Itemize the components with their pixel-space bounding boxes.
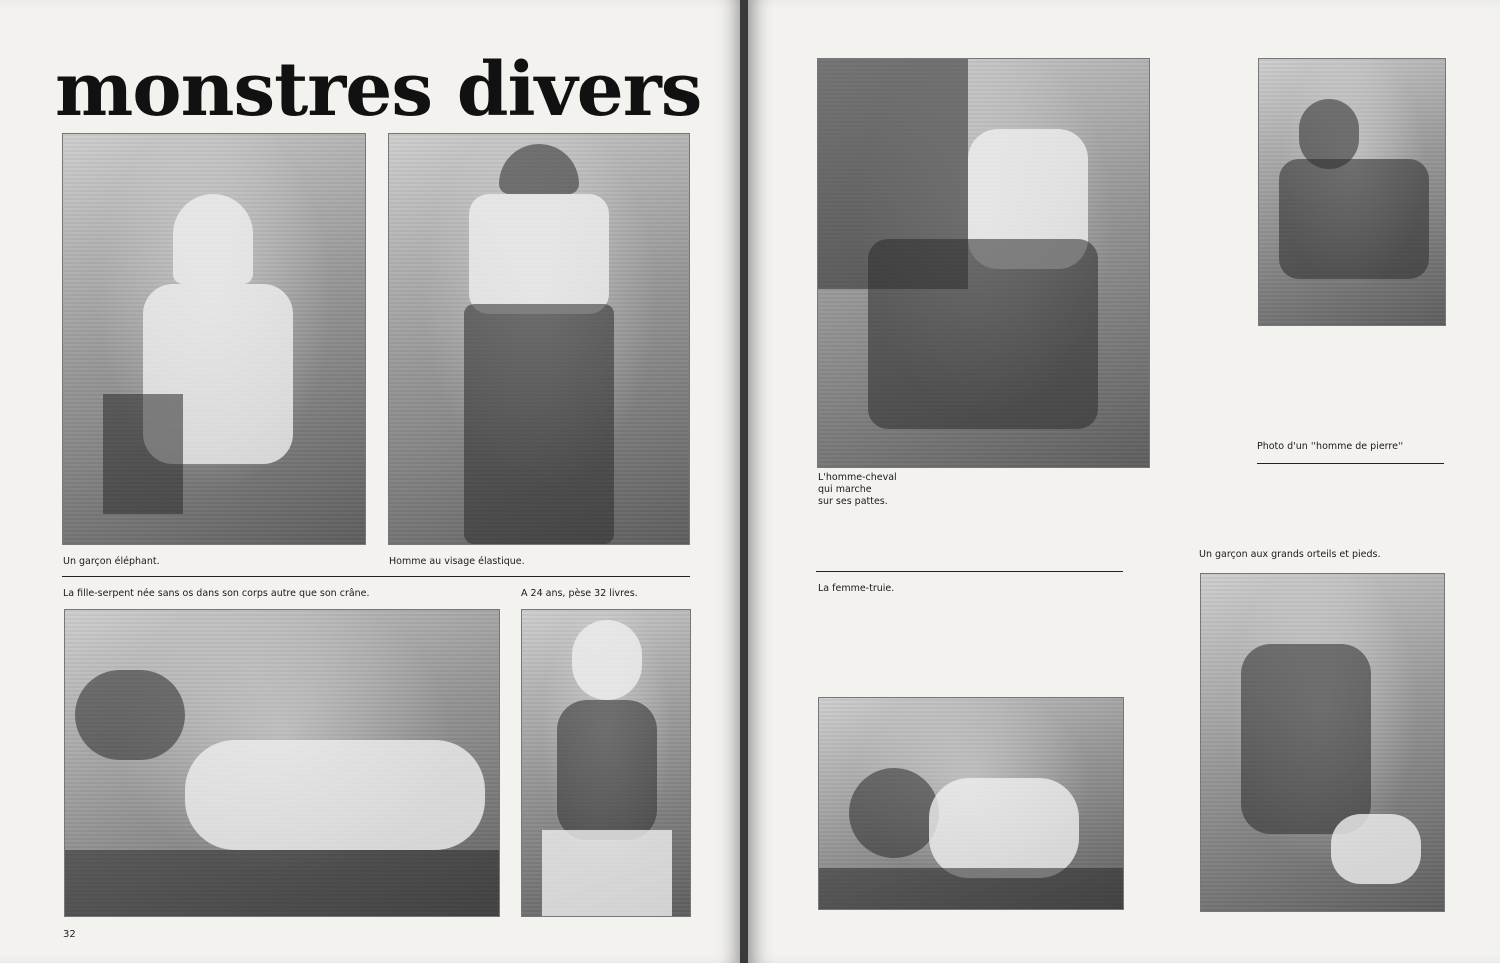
right-page bbox=[748, 0, 1500, 963]
caption-big-toes: Un garçon aux grands orteils et pieds. bbox=[1199, 549, 1381, 560]
photo-stone-man-icon bbox=[1258, 58, 1446, 326]
photo-small-man-icon bbox=[521, 609, 691, 917]
photo-snake-girl-icon bbox=[64, 609, 500, 917]
page-number: 32 bbox=[63, 929, 76, 940]
photo-elephant-boy-icon bbox=[62, 133, 366, 545]
caption-horse-man: L'homme-cheval qui marche sur ses pattes. bbox=[818, 472, 897, 507]
photo-pig-woman-icon bbox=[818, 697, 1124, 910]
caption-stone-man: Photo d'un ''homme de pierre'' bbox=[1257, 441, 1404, 452]
caption-elephant-boy: Un garçon éléphant. bbox=[63, 556, 160, 567]
divider-rule bbox=[62, 576, 690, 577]
caption-elastic-face: Homme au visage élastique. bbox=[389, 556, 525, 567]
caption-pig-woman: La femme-truie. bbox=[818, 583, 895, 594]
photo-elastic-face-icon bbox=[388, 133, 690, 545]
stone-man-rule bbox=[1257, 463, 1444, 464]
caption-weight-24: A 24 ans, pèse 32 livres. bbox=[521, 588, 638, 599]
page-title: monstres divers bbox=[55, 47, 702, 133]
caption-snake-girl: La fille-serpent née sans os dans son corps autre que son crâne. bbox=[63, 588, 370, 599]
photo-big-toes-boy-icon bbox=[1200, 573, 1445, 912]
photo-horse-man-icon bbox=[817, 58, 1150, 468]
left-page bbox=[0, 0, 742, 963]
pig-woman-rule bbox=[816, 571, 1123, 572]
